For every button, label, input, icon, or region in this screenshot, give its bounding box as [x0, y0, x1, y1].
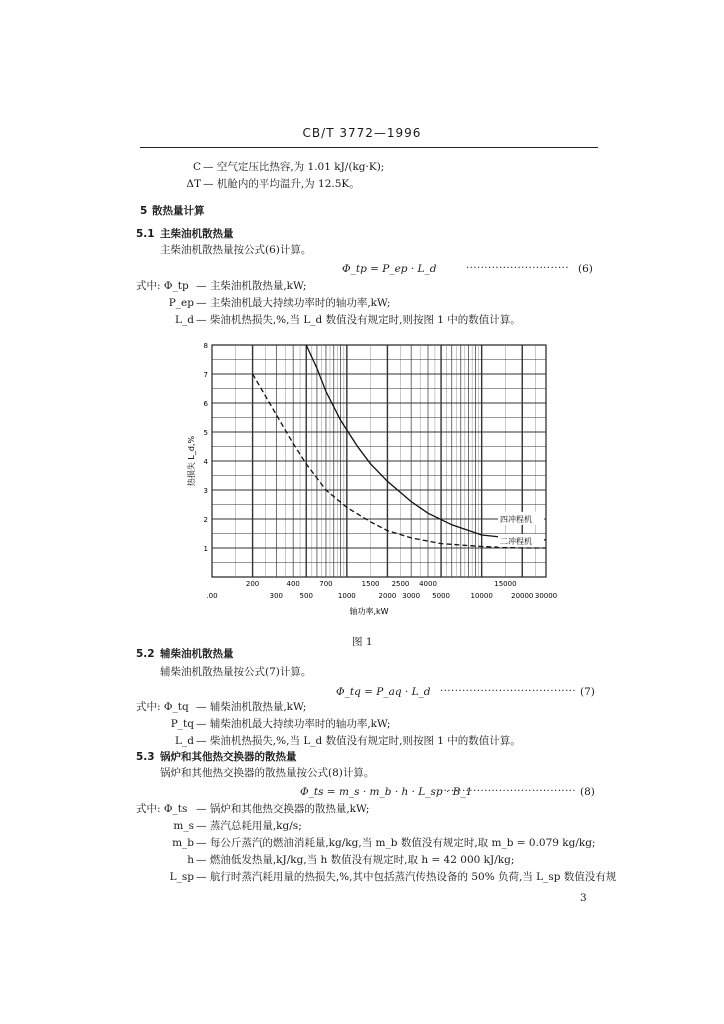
def-text: — 机舱内的平均温升,为 12.5K。 — [203, 178, 360, 190]
leader-dots: ····································· — [440, 686, 577, 697]
series-label-two-stroke: 二冲程机 — [500, 537, 532, 546]
figure-caption: 图 1 — [352, 636, 373, 648]
section-5-3-intro: 锅炉和其他热交换器的散热量按公式(8)计算。 — [160, 767, 375, 779]
def-text: — 辅柴油机散热量,kW; — [196, 701, 307, 713]
def-text: — 每公斤蒸汽的燃油消耗量,kg/kg,当 m_b 数值没有规定时,取 m_b = 0.079 kg/kg; — [196, 837, 596, 849]
y-tick-label: 6 — [203, 400, 208, 408]
def-sym: L_sp — [169, 871, 194, 883]
standard-code: CB/T 3772—1996 — [302, 126, 422, 140]
equation-number-6: (6) — [578, 263, 593, 275]
series-label-four-stroke: 四冲程机 — [500, 514, 532, 524]
y-tick-label: 5 — [203, 429, 208, 437]
x-tick-label-upper: 700 — [319, 580, 333, 588]
def-sym: P_tq — [170, 718, 194, 730]
equation-number-7: (7) — [580, 686, 595, 698]
x-tick-label-upper: 15000 — [494, 580, 517, 588]
x-tick-label-lower: 30000 — [534, 592, 558, 600]
section-5-2-title: 辅柴油机散热量 — [160, 648, 234, 660]
def-text: — 主柴油机最大持续功率时的轴功率,kW; — [196, 297, 391, 309]
formula-8: Φ_ts = m_s · m_b · h · L_sp · B_1 — [300, 786, 473, 798]
y-tick-label: 7 — [203, 371, 208, 379]
def-sym: C — [192, 161, 201, 173]
def-text: — 航行时蒸汽耗用量的热损失,%,其中包括蒸汽传热设备的 50% 负荷,当 L_sp 数值没有规 — [196, 871, 617, 883]
def-text: — 燃油低发热量,kJ/kg,当 h 数值没有规定时,取 h = 42 000 kJ/kg; — [196, 854, 515, 866]
def-text: — 空气定压比热容,为 1.01 kJ/(kg·K); — [203, 161, 385, 173]
x-tick-label-lower: 1000 — [337, 592, 356, 600]
y-tick-label: 8 — [203, 342, 208, 350]
x-tick-label-lower: 300 — [269, 592, 284, 600]
def-sym: L_d — [175, 314, 194, 326]
x-tick-label-upper: 200 — [245, 580, 260, 588]
x-tick-label-lower: 20000 — [511, 592, 534, 600]
x-tick-label-upper: 1500 — [361, 580, 380, 588]
x-tick-label-lower: 5000 — [432, 592, 450, 600]
x-tick-label-lower: 2000 — [378, 592, 397, 600]
equation-number-8: (8) — [580, 786, 595, 798]
def-sym: ΔT — [186, 178, 201, 190]
x-tick-label-upper: 400 — [286, 580, 300, 588]
section-5-3-title: 锅炉和其他热交换器的散热量 — [160, 751, 297, 763]
def-text: — 蒸汽总耗用量,kg/s; — [196, 820, 302, 832]
def-text: — 主柴油机散热量,kW; — [196, 280, 307, 292]
def-sym: P_ep — [168, 297, 194, 309]
y-tick-label: 3 — [203, 487, 208, 495]
x-tick-label-upper: 2500 — [391, 580, 410, 588]
section-5-2-number: 5.2 — [136, 648, 155, 660]
section-5-1-title: 主柴油机散热量 — [160, 228, 234, 240]
section-5-title: 散热量计算 — [152, 205, 205, 217]
x-tick-label-upper: 4000 — [419, 580, 437, 588]
section-5-1-number: 5.1 — [136, 228, 155, 240]
y-tick-label: 1 — [203, 545, 208, 553]
section-5-1-intro: 主柴油机散热量按公式(6)计算。 — [160, 244, 312, 256]
page-number: 3 — [580, 892, 587, 904]
leader-dots: ···························· — [466, 263, 570, 274]
def-sym: m_s — [173, 820, 194, 832]
section-5-3-number: 5.3 — [136, 751, 155, 763]
def-sym: L_d — [175, 735, 194, 747]
x-tick-label-lower: 500 — [299, 592, 313, 600]
def-sym: h — [187, 854, 194, 866]
def-sym: m_b — [172, 837, 194, 849]
def-text: — 辅柴油机最大持续功率时的轴功率,kW; — [196, 718, 391, 730]
section-5-number: 5 — [140, 205, 148, 217]
formula-7: Φ_tq = P_aq · L_d — [336, 686, 431, 698]
def-text: — 柴油机热损失,%,当 L_d 数值没有规定时,则按图 1 中的数值计算。 — [196, 314, 521, 326]
y-tick-label: 2 — [203, 516, 208, 524]
x-axis-title: 轴功率,kW — [349, 607, 389, 616]
x-tick-label-lower: 3000 — [402, 592, 421, 600]
leader-dots: ····································· — [440, 786, 577, 797]
def-sym: 式中: Φ_tq — [136, 701, 189, 713]
section-5-2-intro: 辅柴油机散热量按公式(7)计算。 — [160, 666, 312, 678]
y-tick-label: 4 — [203, 458, 208, 466]
def-sym: 式中: Φ_tp — [136, 280, 189, 292]
x-tick-label-lower: .00 — [206, 592, 218, 600]
formula-6: Φ_tp = P_ep · L_d — [342, 263, 437, 275]
x-tick-label-lower: 10000 — [470, 592, 493, 600]
def-text: — 锅炉和其他热交换器的散热量,kW; — [196, 803, 370, 815]
def-text: — 柴油机热损失,%,当 L_d 数值没有规定时,则按图 1 中的数值计算。 — [196, 735, 521, 747]
def-sym: 式中: Φ_ts — [136, 803, 188, 815]
y-axis-title: 热损失 L_d,% — [187, 435, 196, 487]
